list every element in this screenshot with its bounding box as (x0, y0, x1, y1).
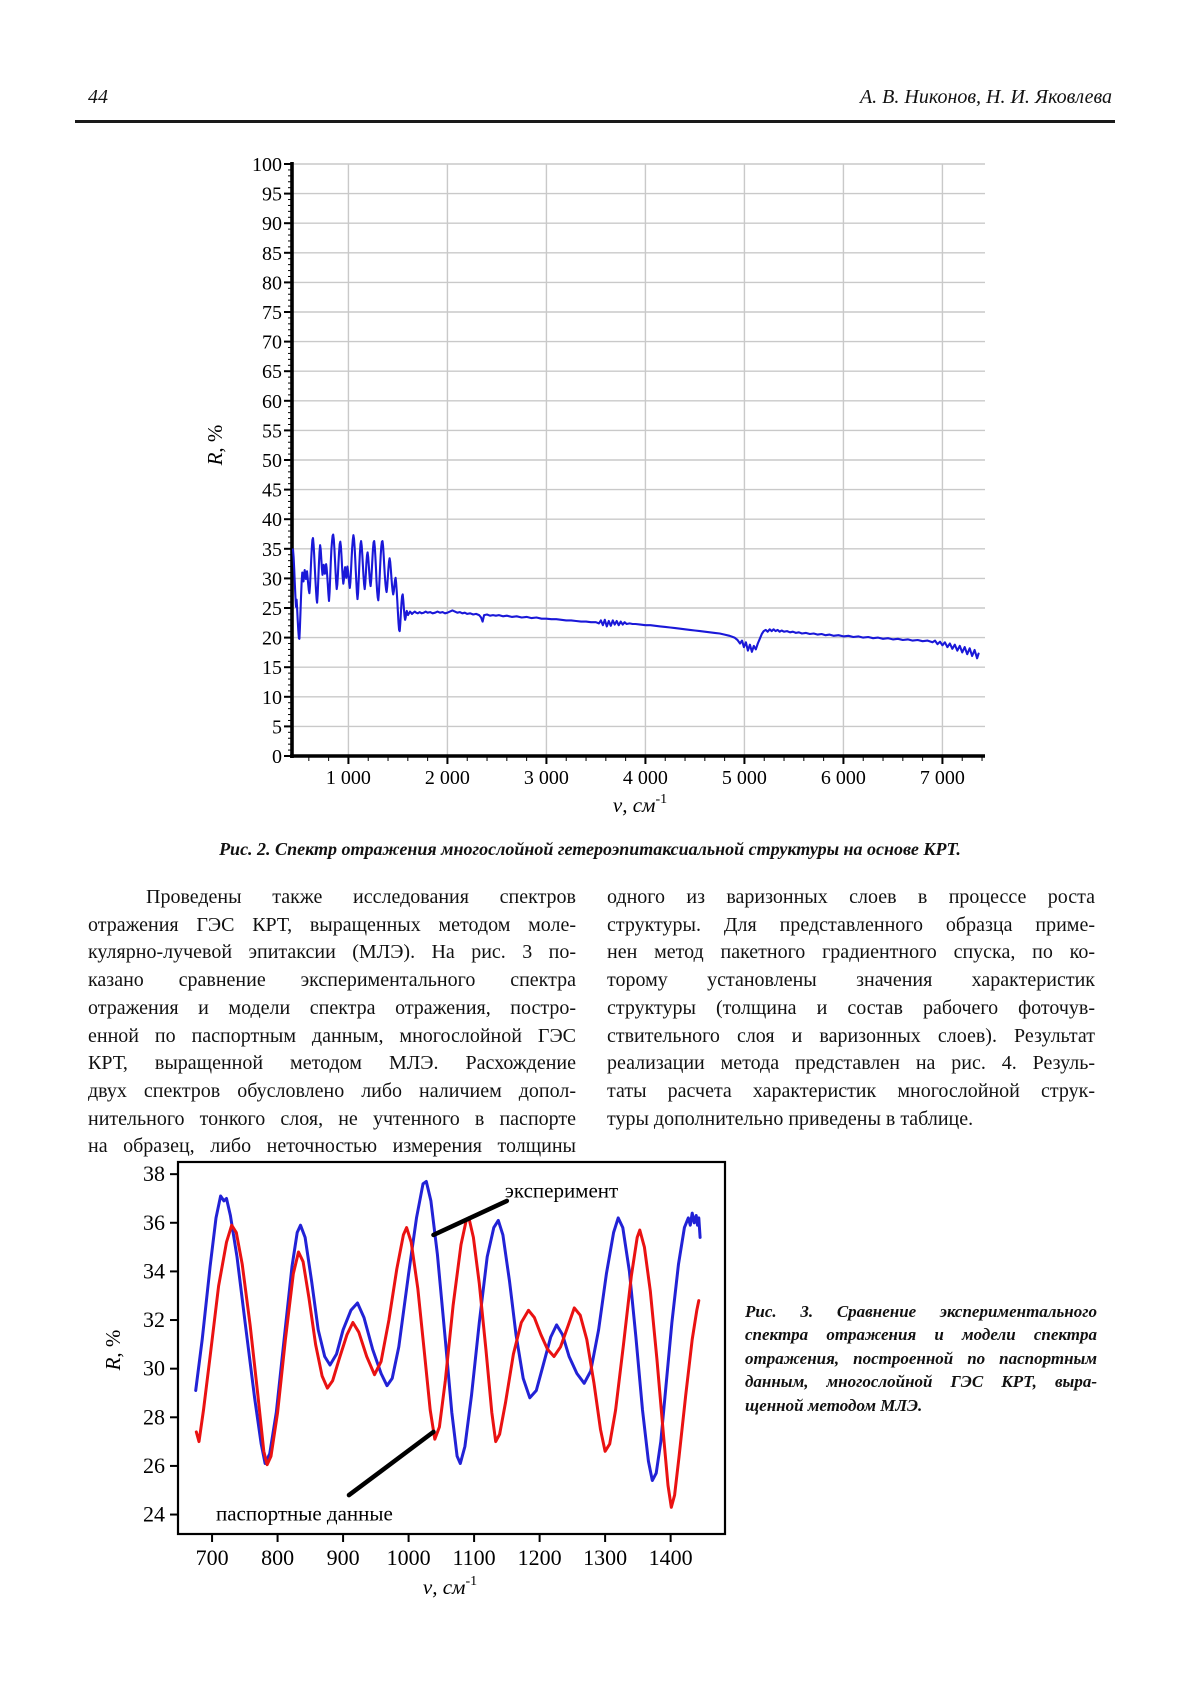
y-axis-label: R, % (101, 1329, 125, 1371)
x-tick-label: 1100 (452, 1545, 496, 1570)
x-tick-label: 900 (326, 1545, 360, 1570)
x-tick-label: 700 (195, 1545, 229, 1570)
y-tick-label: 50 (262, 450, 282, 472)
text-line: на образец, либо неточностью измерения толщины (88, 1135, 576, 1158)
y-tick-label: 10 (262, 686, 282, 709)
text-line: реализации метода представлен на рис. 4. Резуль- (607, 1052, 1095, 1075)
y-tick-label: 100 (252, 154, 282, 176)
annotation-label: эксперимент (504, 1178, 619, 1203)
y-tick-label: 65 (262, 361, 282, 384)
header-rule (75, 120, 1115, 123)
text-line: Рис. 3. Сравнение экспериментального (745, 1302, 1097, 1321)
x-tick-label: 1300 (583, 1545, 628, 1570)
text-line: отражения ГЭС КРТ, выращенных методом моле- (88, 913, 576, 936)
text-line: туры дополнительно приведены в таблице. (607, 1107, 974, 1130)
text-line: енной по паспортным данным, многослойной ГЭС (88, 1024, 576, 1047)
text-line: Проведены также исследования спектров (146, 886, 576, 908)
text-line: казано сравнение экспериментального спектра (88, 969, 576, 992)
y-tick-label: 75 (262, 302, 282, 324)
x-axis-label: ν, $см^{-1}$ (422, 1574, 478, 1599)
x-tick-label: 1000 (386, 1545, 431, 1570)
axis-ticks (170, 1174, 671, 1542)
y-tick-label: 15 (262, 657, 282, 680)
x-tick-label: 1200 (517, 1545, 562, 1570)
grid-lines (292, 164, 985, 756)
y-tick-label: 85 (262, 242, 282, 265)
x-tick-label: 1400 (648, 1545, 693, 1570)
page-header (88, 86, 1112, 109)
y-tick-label: 35 (262, 538, 282, 561)
y-tick-label: 24 (143, 1501, 165, 1527)
text-line: щенной методом МЛЭ. (745, 1395, 923, 1415)
body-right-column (607, 884, 1095, 1133)
x-tick-label: 6 000 (820, 767, 866, 789)
y-tick-label: 36 (143, 1209, 165, 1235)
x-tick-label: 2 000 (424, 767, 470, 789)
y-tick-label: 55 (262, 420, 282, 443)
y-tick-label: 70 (262, 331, 282, 354)
y-tick-label: 30 (262, 568, 282, 591)
y-tick-label: 90 (262, 213, 282, 236)
figure2-reflection-spectrum-chart (0, 130, 1200, 830)
y-tick-label: 60 (262, 390, 282, 413)
text-line: отражения, построенной по паспортным (745, 1348, 1097, 1368)
annotation-label: паспортные данные (215, 1501, 393, 1526)
text-line: нен метод пакетного градиентного спуска, по ко- (607, 941, 1095, 964)
text-line: структуры. Для представленного образца приме- (607, 913, 1095, 936)
x-tick-label: 7 000 (919, 767, 965, 789)
text-line: структуры (толщина и состав рабочего фоточув- (607, 996, 1095, 1019)
y-tick-label: 95 (262, 183, 282, 206)
annotation-line (349, 1432, 434, 1495)
text-line: кулярно-лучевой эпитаксии (МЛЭ). На рис. 3 по- (88, 941, 576, 964)
x-tick-label: 800 (261, 1545, 295, 1570)
y-tick-label: 40 (262, 509, 282, 532)
y-tick-label: 30 (143, 1355, 165, 1381)
x-tick-label: 5 000 (721, 767, 767, 789)
authors: А. В. Никонов, Н. И. Яковлева (859, 86, 1112, 108)
series-line-0 (293, 535, 979, 659)
y-tick-label: 26 (143, 1452, 165, 1478)
y-tick-label: 38 (143, 1161, 165, 1187)
text-line: нительного тонкого слоя, не учтенного в паспорте (88, 1107, 576, 1130)
y-tick-label: 80 (262, 272, 282, 295)
axis-ticks (284, 164, 982, 764)
y-tick-label: 20 (262, 627, 282, 650)
y-tick-label: 34 (143, 1258, 165, 1284)
figure3-caption (745, 1300, 1097, 1417)
y-axis-label: R, % (203, 424, 227, 466)
series-line-1 (196, 1218, 699, 1507)
y-tick-label: 5 (272, 716, 282, 739)
x-tick-label: 1 000 (325, 767, 371, 789)
y-tick-label: 45 (262, 479, 282, 502)
figure2-caption: Рис. 2. Спектр отражения многослойной гетероэпитаксиальной структуры на основе КРТ. (219, 839, 961, 859)
body-left-column (88, 884, 576, 1161)
text-line: данным, многослойной ГЭС КРТ, выра- (745, 1372, 1097, 1392)
y-tick-label: 28 (143, 1404, 165, 1430)
x-tick-label: 3 000 (523, 767, 569, 789)
text-line: спектра отражения и модели спектра (745, 1325, 1097, 1345)
text-line: двух спектров обусловлено либо наличием допол- (88, 1079, 576, 1102)
page-number: 44 (88, 86, 108, 108)
text-line: одного из варизонных слоев в процессе роста (607, 886, 1095, 908)
text-line: ствительного слоя и варизонных слоев). Результат (607, 1024, 1095, 1047)
text-line: торому установлены значения характеристик (607, 969, 1095, 992)
x-axis-label: ν, $см^{-1}$ (612, 792, 668, 817)
text-line: отражения и модели спектра отражения, постро- (88, 996, 576, 1019)
x-tick-label: 4 000 (622, 767, 668, 789)
y-tick-label: 25 (262, 598, 282, 620)
text-line: таты расчета характеристик многослойной струк- (607, 1079, 1095, 1102)
plot-frame (178, 1162, 725, 1534)
y-tick-label: 32 (143, 1307, 165, 1333)
text-line: КРТ, выращенной методом МЛЭ. Расхождение (88, 1052, 576, 1075)
y-tick-label: 0 (272, 746, 282, 768)
